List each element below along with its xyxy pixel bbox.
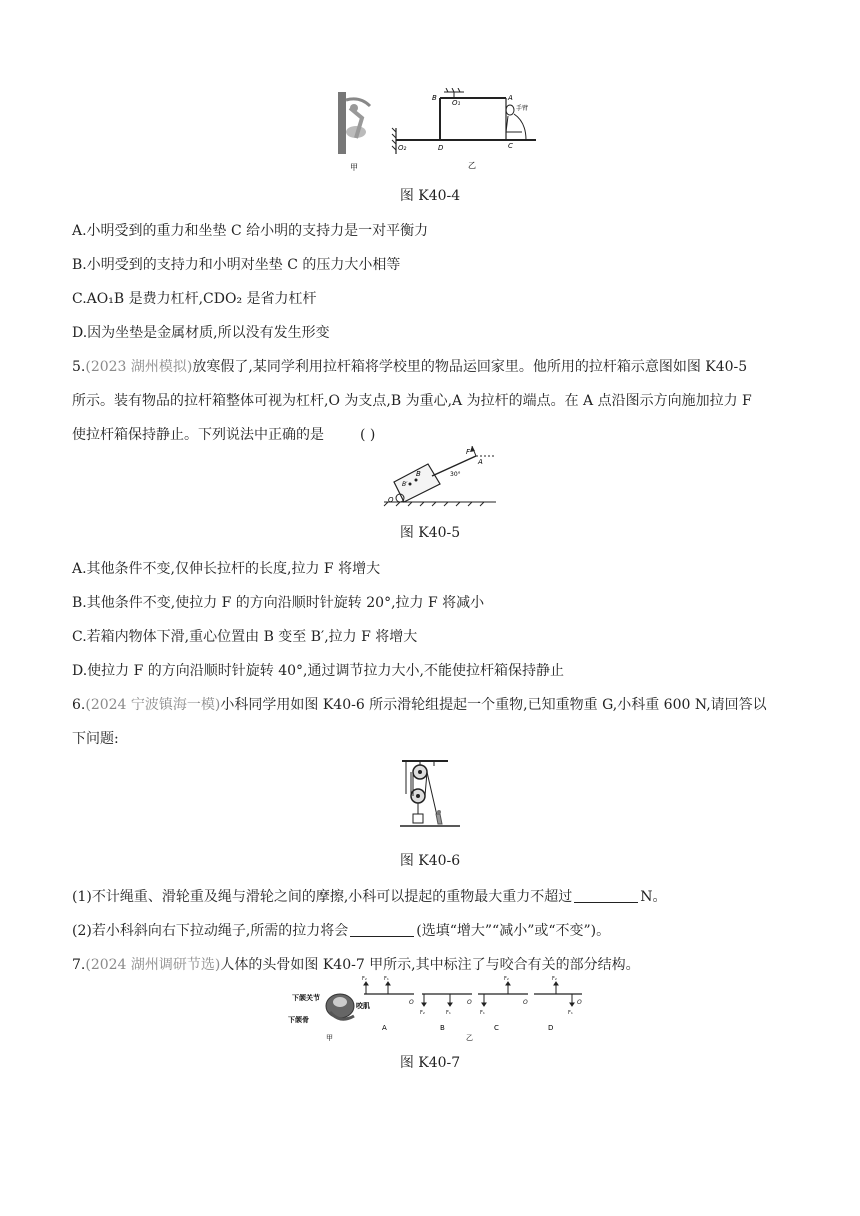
q4-option-b: B.小明受到的支持力和小明对坐垫 C 的压力大小相等: [72, 257, 401, 273]
q6-sub1-unit: N。: [640, 889, 667, 905]
force-arrowhead: [386, 982, 390, 985]
fig4-label-yi: 乙: [468, 161, 476, 170]
q5-source: (2023 湖州模拟): [85, 359, 193, 375]
q6-number: 6.: [72, 697, 86, 713]
diagram-yi: [392, 88, 536, 154]
q7-text-1: 人体的头骨如图 K40-7 甲所示,其中标注了与咬合有关的部分结构。: [220, 957, 640, 973]
figure-k40-6: [398, 758, 462, 834]
q5-line-1: [72, 356, 747, 376]
fig7-label-yi: 乙: [466, 1034, 473, 1042]
fig6-caption: 图 K40-6: [399, 853, 461, 869]
fig4-label-O2: O₂: [398, 144, 407, 152]
force-label-f2: F₂: [362, 976, 367, 982]
fig4-label-B: B: [432, 94, 437, 102]
q7-line-1: [72, 954, 640, 974]
q5-answer-paren: ( ): [360, 427, 376, 443]
q4-option-d: D.因为坐垫是金属材质,所以没有发生形变: [72, 325, 330, 341]
fig7-option-a: A: [382, 1024, 387, 1032]
force-arrowhead: [422, 1003, 426, 1006]
fig5-label-Bprime: B′: [402, 481, 408, 488]
force-label-f1: F₁: [480, 1010, 485, 1016]
fig5-label-F: F: [466, 448, 471, 456]
q7-number: 7.: [72, 957, 86, 973]
force-label-f1: F₁: [568, 1010, 573, 1016]
fig7-jaw-joint-text: 下颌关节: [292, 994, 320, 1002]
q5-line-2: 所示。装有物品的拉杆箱整体可视为杠杆,O 为支点,B 为重心,A 为拉杆的端点。在 A 点沿图示方向施加拉力 F: [72, 393, 752, 409]
force-arrowhead: [506, 982, 510, 985]
q6-sub1-text: (1)不计绳重、滑轮重及绳与滑轮之间的摩擦,小科可以提起的重物最大重力不超过: [72, 889, 573, 905]
force-arrowhead: [482, 1003, 486, 1006]
force-label-f2: F₂: [552, 976, 557, 982]
fig4-label-jia: 甲: [350, 163, 358, 172]
photo-jia: [338, 92, 370, 154]
force-arrowhead: [554, 982, 558, 985]
q4-option-a: A.小明受到的重力和坐垫 C 给小明的支持力是一对平衡力: [72, 223, 429, 239]
q6-sub1-blank[interactable]: [574, 888, 638, 903]
q6-text-1: 小科同学用如图 K40-6 所示滑轮组提起一个重物,已知重物重 G,小科重 600 N,请回答以: [220, 697, 767, 713]
q5-option-a: A.其他条件不变,仅伸长拉杆的长度,拉力 F 将增大: [72, 561, 381, 577]
fig7-label-jia: 甲: [326, 1034, 333, 1042]
fig5-label-angle: 30°: [450, 471, 461, 478]
fulcrum-label: O: [577, 999, 582, 1006]
fig4-label-O1: O₁: [452, 99, 461, 107]
q5-text-1: 放寒假了,某同学利用拉杆箱将学校里的物品运回家里。他所用的拉杆箱示意图如图 K40-5: [192, 359, 748, 375]
fig4-label-C: C: [508, 142, 513, 150]
q6-sub2-choices: (选填“增大”“减小”或“不变”)。: [416, 923, 611, 939]
q6-sub2-blank[interactable]: [350, 922, 414, 937]
fig7-label-mandible: 下颌骨: [288, 1016, 309, 1024]
figure-k40-5: [380, 446, 500, 510]
q5-option-b: B.其他条件不变,使拉力 F 的方向沿顺时针旋转 20°,拉力 F 将减小: [72, 595, 485, 611]
force-label-f1: F₁: [384, 976, 389, 982]
q6-source: (2024 宁波镇海一模): [85, 697, 221, 713]
fig5-label-B: B: [416, 470, 421, 478]
fig4-label-hand: 手臂: [516, 105, 529, 112]
fig4-label-D: D: [438, 144, 444, 152]
fig5-label-O: O: [388, 496, 394, 504]
fig7-caption: 图 K40-7: [399, 1055, 461, 1071]
q5-text-3: 使拉杆箱保持静止。下列说法中正确的是: [72, 427, 324, 443]
fig4-caption: 图 K40-4: [399, 188, 461, 204]
force-arrowhead: [570, 1003, 574, 1006]
fig7-label-jaw-joint: [292, 993, 320, 1002]
q5-line-3: [72, 424, 375, 444]
fig4-label-A: A: [508, 94, 513, 102]
force-arrowhead: [364, 982, 368, 985]
fig7-option-b: B: [440, 1024, 445, 1032]
q5-option-d: D.使拉力 F 的方向沿顺时针旋转 40°,通过调节拉力大小,不能使拉杆箱保持静止: [72, 663, 564, 679]
force-arrowhead: [448, 1003, 452, 1006]
q6-line-1: [72, 694, 767, 714]
figure-k40-4: [330, 88, 540, 176]
q5-option-c: C.若箱内物体下滑,重心位置由 B 变至 B′,拉力 F 将增大: [72, 629, 418, 645]
fulcrum-label: O: [523, 999, 528, 1006]
q5-number: 5.: [72, 359, 86, 375]
q4-option-c: C.AO₁B 是费力杠杆,CDO₂ 是省力杠杆: [72, 291, 317, 307]
q6-line-2: 下问题:: [72, 731, 119, 747]
fig5-caption: 图 K40-5: [399, 525, 461, 541]
force-label-f2: F₂: [504, 976, 509, 982]
fulcrum-label: O: [467, 999, 472, 1006]
q6-sub-1: [72, 886, 667, 906]
figure-k40-7: [286, 976, 586, 1044]
force-label-f2: F₂: [420, 1010, 425, 1016]
skull-jia: [326, 994, 354, 1019]
fulcrum-label: O: [409, 999, 414, 1006]
force-label-f1: F₁: [446, 1010, 451, 1016]
q6-sub-2: [72, 920, 610, 940]
fig7-option-c: C: [494, 1024, 499, 1032]
fig7-option-d: D: [548, 1024, 554, 1032]
fig5-label-A: A: [478, 458, 483, 466]
q6-sub2-text: (2)若小科斜向右下拉动绳子,所需的拉力将会: [72, 923, 349, 939]
q7-source: (2024 湖州调研节选): [85, 957, 221, 973]
fig7-label-muscle: 咬肌: [356, 1002, 370, 1010]
